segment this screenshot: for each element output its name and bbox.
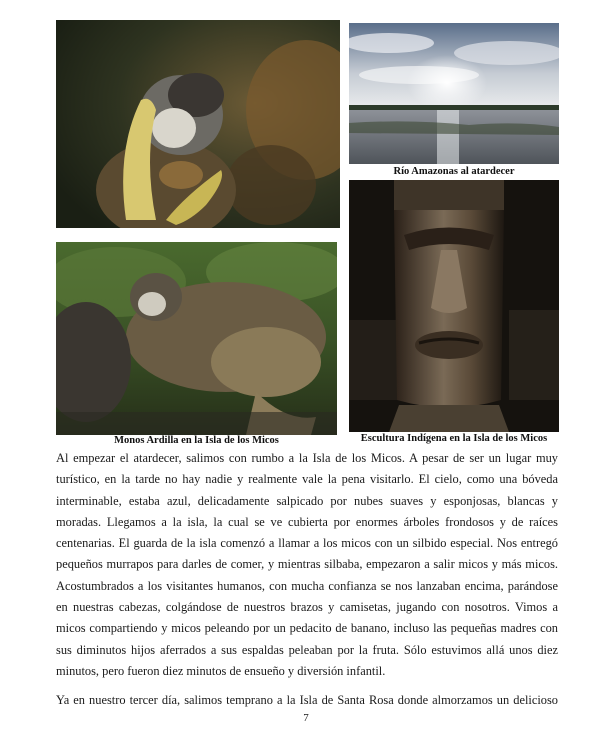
river-caption: Río Amazonas al atardecer <box>393 166 515 177</box>
page-number: 7 <box>303 712 309 724</box>
paragraph-2: Ya en nuestro tercer día, salimos temprano a la Isla de Santa Rosa donde almorzamos un delicioso <box>56 693 558 708</box>
amazon-river-photo <box>349 23 559 164</box>
squirrel-monkeys-photo <box>56 242 337 435</box>
paragraph-1: Al empezar el atardecer, salimos con rumbo a la Isla de los Micos. A pesar de ser un lugar muy turístico, en la tarde no hay nadie y realmente vale la pena visitarlo. El cielo, como una bóveda interminable, estaba azul, delicadamente salpicado por nubes suaves y esponjosas, blancas y moradas. Llegamos a la isla, la cual se ve cubierta por enormes árboles frondosos y de raíces centenarias. El guarda de la isla comenzó a llamar a los micos con un silbido especial. Nos entregó pequeños murrapos para darles de comer, y mientras silbaba, empezaron a salir micos y más micos. Acostumbrados a los visitantes humanos, con mucha confianza se nos lanzaban encima, parándose en nuestras cabezas, colgándose de nuestros brazos y camisetas, jugando con nosotros. Vimos a micos compartiendo y micos peleando por un pedacito de banano, incluso las pequeñas madres con sus diminutos hijos aferrados a sus espaldas peleaban por la fruta. Sólo estuvimos allá unos diez minutos, pero fueron diez minutos de ensueño y diversión infantil. <box>56 451 558 678</box>
monkey-eating-banana-photo <box>56 20 340 228</box>
sculpture-caption: Escultura Indígena en la Isla de los Micos <box>360 433 548 444</box>
monkeys-caption: Monos Ardilla en la Isla de los Micos <box>114 435 279 446</box>
indigenous-sculpture-photo <box>349 180 559 432</box>
body-text <box>56 448 558 720</box>
